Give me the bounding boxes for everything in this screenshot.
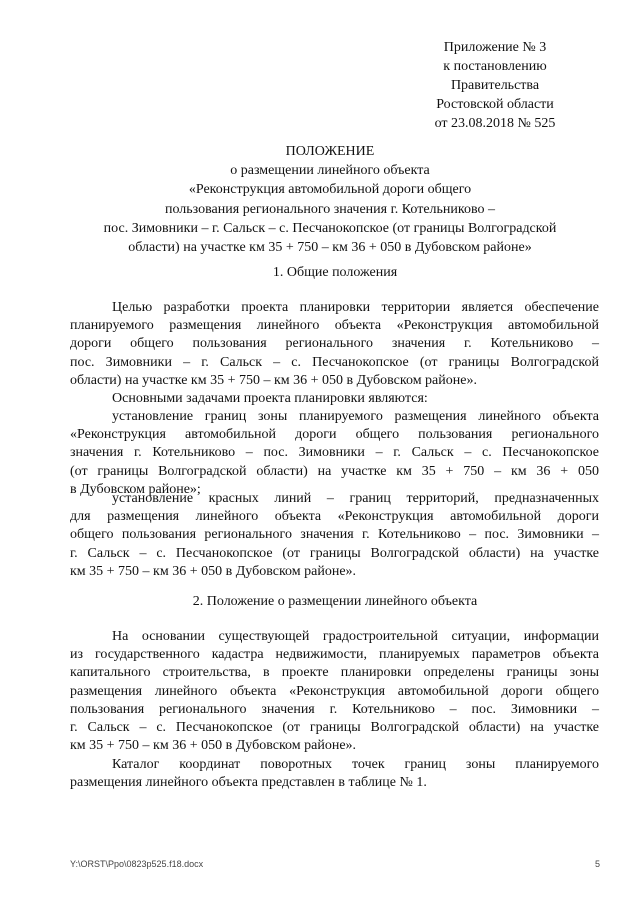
- section-2-paragraph-1: [70, 628, 599, 755]
- file-path: Y:\ORST\Ppo\0823p525.f18.docx: [70, 859, 204, 869]
- text-line: капитального строительства, в проекте планировки определены границы зоны: [70, 665, 599, 681]
- title-line: пос. Зимовники – г. Сальск – с. Песчанокопское (от границы Волгоградской: [103, 220, 557, 236]
- text-line: планируемого размещения линейного объекта «Реконструкция автомобильной: [70, 318, 599, 334]
- text-line: г. Сальск – с. Песчанокопское (от границы Волгоградской области) на участке: [70, 545, 599, 561]
- text-line: из государственного кадастра недвижимости, планируемых параметров объекта: [70, 647, 599, 663]
- text-line: Целью разработки проекта планировки территории является обеспечение: [112, 300, 599, 315]
- appendix-line: Правительства: [450, 78, 540, 93]
- title-line: «Реконструкция автомобильной дороги общего: [188, 182, 472, 198]
- text-line: установление красных линий – границ территорий, предназначенных: [112, 491, 599, 506]
- text-line: пос. Зимовники – г. Сальск – с. Песчанокопское (от границы Волгоградской: [70, 354, 599, 370]
- text-line: дороги общего пользования регионального значения г. Котельниково –: [70, 336, 599, 352]
- title-line: пользования регионального значения г. Котельниково –: [165, 201, 495, 217]
- text-line: Основными задачами проекта планировки являются:: [112, 391, 428, 406]
- text-line: пользования регионального значения г. Котельниково – пос. Зимовники –: [70, 701, 599, 717]
- text-line: Каталог координат поворотных точек границ зоны планируемого: [112, 757, 599, 772]
- section-1-paragraph-1: [70, 299, 599, 390]
- title-heading: ПОЛОЖЕНИЕ: [285, 144, 375, 159]
- text-line: для размещения линейного объекта «Реконструкция автомобильной дороги: [70, 509, 599, 525]
- text-line: км 35 + 750 – км 36 + 050 в Дубовском районе».: [70, 563, 357, 579]
- document-title: [60, 142, 600, 257]
- text-line: области) на участке км 35 + 750 – км 36 + 050 в Дубовском районе».: [70, 372, 477, 388]
- section-1-paragraph-3: [70, 408, 599, 499]
- section-2-paragraph-2: [70, 756, 599, 792]
- text-line: (от границы Волгоградской области) на участке км 35 + 750 – км 36 + 050: [70, 463, 599, 479]
- section-1-heading: 1. Общие положения: [272, 265, 398, 280]
- text-line: размещения линейного объекта «Реконструкция автомобильной дороги общего: [70, 683, 599, 699]
- title-line: области) на участке км 35 + 750 – км 36 + 050 в Дубовском районе»: [128, 240, 532, 256]
- text-line: установление границ зоны планируемого размещения линейного объекта: [112, 409, 599, 424]
- appendix-line: Приложение № 3: [443, 40, 547, 55]
- appendix-block: [400, 38, 590, 133]
- section-1-paragraph-4: [70, 490, 599, 581]
- section-2-heading: 2. Положение о размещении линейного объекта: [192, 594, 478, 609]
- text-line: км 35 + 750 – км 36 + 050 в Дубовском районе».: [70, 738, 357, 754]
- title-line: о размещении линейного объекта: [230, 163, 430, 179]
- text-line: в Дубовском районе»;: [70, 481, 201, 497]
- text-line: общего пользования регионального значения г. Котельниково – пос. Зимовники –: [70, 527, 599, 543]
- appendix-line: от 23.08.2018 № 525: [434, 116, 556, 131]
- appendix-line: Ростовской области: [436, 97, 554, 112]
- text-line: «Реконструкция автомобильной дороги общего пользования регионального: [70, 427, 599, 443]
- text-line: На основании существующей градостроительной ситуации, информации: [112, 629, 599, 644]
- text-line: г. Сальск – с. Песчанокопское (от границы Волгоградской области) на участке: [70, 720, 599, 736]
- appendix-line: к постановлению: [443, 59, 547, 74]
- page-number: 5: [594, 859, 600, 869]
- section-1-paragraph-2: [70, 390, 599, 408]
- text-line: размещения линейного объекта представлен в таблице № 1.: [70, 775, 427, 791]
- text-line: значения г. Котельниково – пос. Зимовники – г. Сальск – с. Песчанокопское: [70, 445, 599, 461]
